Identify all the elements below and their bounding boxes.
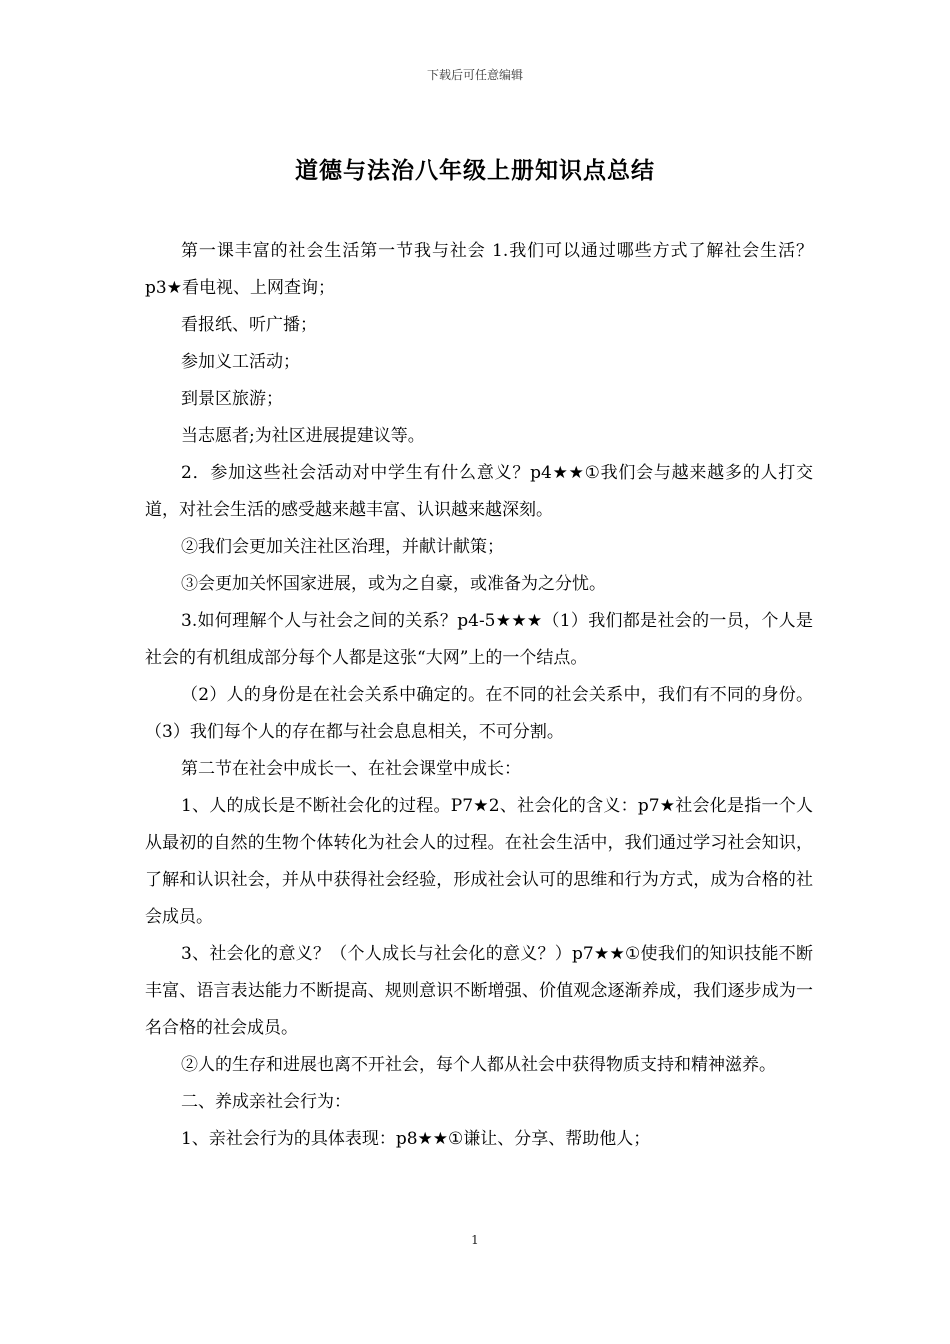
paragraph: 3、社会化的意义？（个人成长与社会化的意义？）p7★★①使我们的知识技能不断丰富、语言表达能力不断提高、规则意识不断增强、价值观念逐渐养成，我们逐步成为一名合格的社会成员。 [145, 944, 813, 1038]
paragraph: 参加义工活动； [181, 352, 300, 372]
header-note: 下载后可任意编辑 [426, 68, 523, 82]
paragraph: ②我们会更加关注社区治理，并献计献策； [181, 537, 504, 557]
paragraph: 看报纸、听广播； [181, 315, 317, 335]
paragraph: ③会更加关怀国家进展，或为之自豪，或准备为之分忧。 [181, 574, 606, 594]
paragraph: ②人的生存和进展也离不开社会，每个人都从社会中获得物质支持和精神滋养。 [181, 1055, 776, 1075]
paragraph: 到景区旅游； [181, 389, 283, 409]
paragraph: 当志愿者;为社区进展提建议等。 [181, 426, 425, 446]
paragraph: 二、养成亲社会行为： [181, 1092, 351, 1112]
paragraph: 3.如何理解个人与社会之间的关系？p4-5★★★（1）我们都是社会的一员，个人是社会的有机组成部分每个人都是这张“大网”上的一个结点。 [145, 611, 813, 668]
paragraph: 第二节在社会中成长一、在社会课堂中成长： [181, 759, 521, 779]
paragraph: 1、人的成长是不断社会化的过程。P7★2、社会化的含义：p7★社会化是指一个人从最初的自然的生物个体转化为社会人的过程。在社会生活中，我们通过学习社会知识，了解和认识社会，并从中获得社会经验，形成社会认可的思维和行为方式，成为合格的社会成员。 [145, 796, 813, 927]
paragraph: 1、亲社会行为的具体表现：p8★★①谦让、分享、帮助他人； [181, 1129, 651, 1149]
document-body [145, 233, 813, 1158]
paragraph: 2．参加这些社会活动对中学生有什么意义？p4★★①我们会与越来越多的人打交道，对社会生活的感受越来越丰富、认识越来越深刻。 [145, 463, 813, 520]
document-title: 道德与法治八年级上册知识点总结 [295, 158, 655, 184]
paragraph: （2）人的身份是在社会关系中确定的。在不同的社会关系中，我们有不同的身份。（3）我们每个人的存在都与社会息息相关，不可分割。 [145, 685, 813, 742]
paragraph: 第一课丰富的社会生活第一节我与社会 1.我们可以通过哪些方式了解社会生活？p3★看电视、上网查询； [145, 241, 813, 298]
page-number: 1 [471, 1233, 479, 1247]
